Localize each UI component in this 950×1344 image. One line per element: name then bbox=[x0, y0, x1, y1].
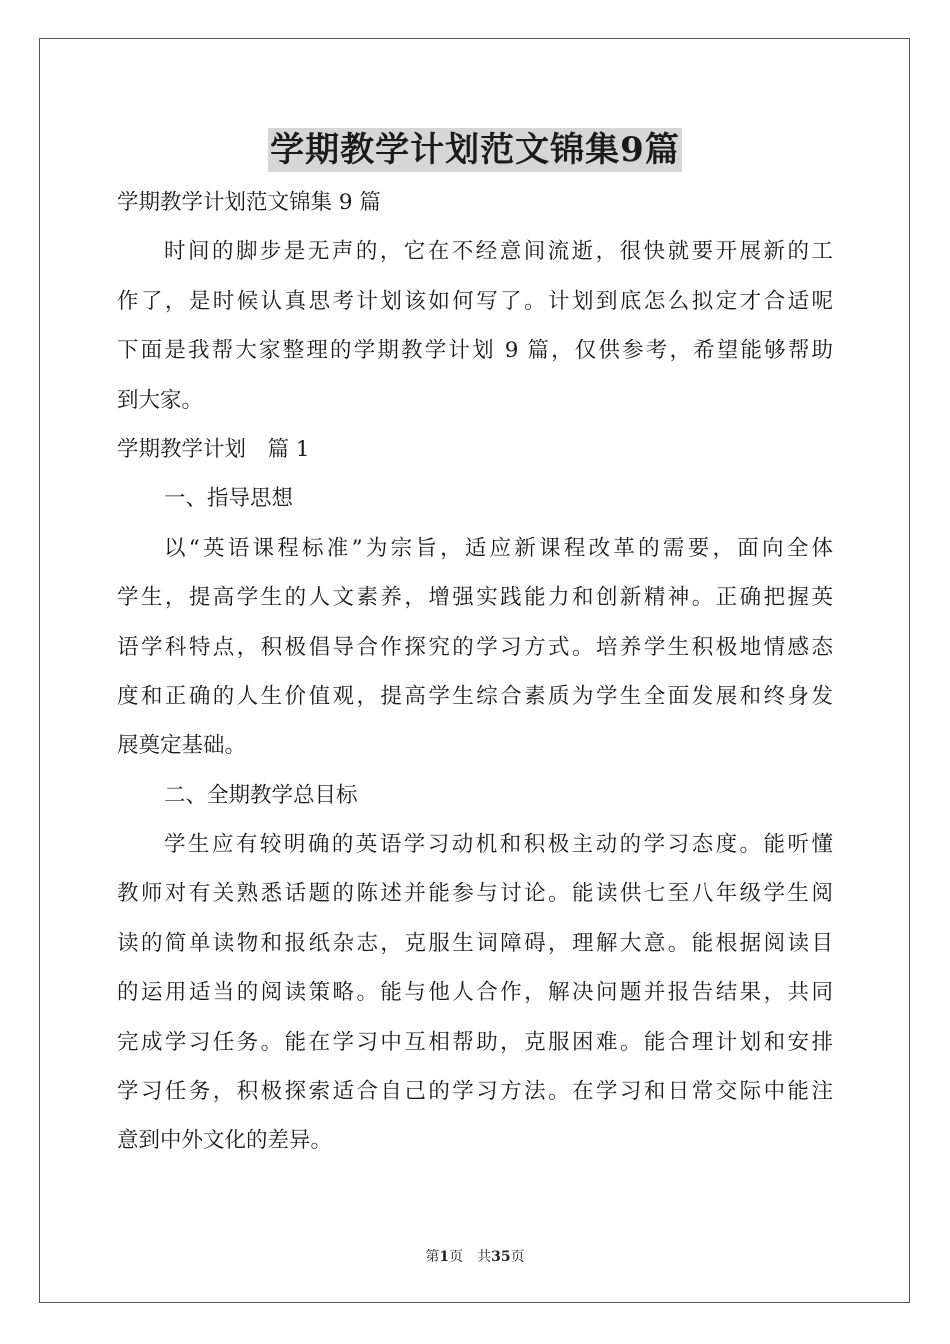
page-suffix: 页 bbox=[449, 1249, 464, 1265]
page-number: 1 bbox=[439, 1249, 450, 1265]
paragraph-line: 的运用适当的阅读策略。能与他人合作，解决问题并报告结果，共同 bbox=[117, 980, 833, 1006]
heading-guiding-ideology: 一、指导思想 bbox=[164, 486, 294, 512]
intro-line: 下面是我帮大家整理的学期教学计划 9 篇，仅供参考，希望能够帮助 bbox=[117, 338, 833, 364]
paragraph-line: 度和正确的人生价值观，提高学生综合素质为学生全面发展和终身发 bbox=[117, 683, 833, 709]
paragraph-line: 学习任务，积极探索适合自己的学习方法。在学习和日常交际中能注 bbox=[117, 1079, 833, 1105]
paragraph-line: 学生应有较明确的英语学习动机和积极主动的学习态度。能听懂 bbox=[164, 832, 833, 858]
paragraph-line: 教师对有关熟悉话题的陈述并能参与讨论。能读供七至八年级学生阅 bbox=[117, 881, 833, 907]
page-footer bbox=[0, 1248, 950, 1266]
title-container bbox=[0, 128, 950, 172]
paragraph-line: 语学科特点，积极倡导合作探究的学习方式。培养学生积极地情感态 bbox=[117, 634, 833, 660]
paragraph-line: 读的简单读物和报纸杂志，克服生词障碍，理解大意。能根据阅读目 bbox=[117, 930, 833, 956]
section-heading: 学期教学计划 篇 1 bbox=[117, 436, 310, 462]
document-title: 学期教学计划范文锦集9篇 bbox=[270, 130, 680, 170]
paragraph-line: 意到中外文化的差异。 bbox=[117, 1128, 333, 1154]
paragraph-line: 学生，提高学生的人文素养，增强实践能力和创新精神。正确把握英 bbox=[117, 585, 833, 611]
paragraph-line: 以“英语课程标准”为宗旨，适应新课程改革的需要，面向全体 bbox=[164, 535, 833, 561]
document-body bbox=[117, 178, 833, 1166]
total-suffix: 页 bbox=[510, 1249, 525, 1265]
intro-line: 到大家。 bbox=[117, 387, 204, 413]
intro-line: 时间的脚步是无声的，它在不经意间流逝，很快就要开展新的工 bbox=[164, 239, 833, 265]
page-prefix: 第 bbox=[425, 1249, 440, 1265]
subtitle-line: 学期教学计划范文锦集 9 篇 bbox=[117, 190, 381, 215]
paragraph-line: 完成学习任务。能在学习中互相帮助，克服困难。能合理计划和安排 bbox=[117, 1029, 833, 1055]
heading-overall-goals: 二、全期教学总目标 bbox=[164, 782, 358, 808]
total-prefix: 共 bbox=[477, 1249, 492, 1265]
intro-line: 作了，是时候认真思考计划该如何写了。计划到底怎么拟定才合适呢 bbox=[117, 288, 833, 314]
paragraph-line: 展奠定基础。 bbox=[117, 733, 247, 759]
total-pages: 35 bbox=[491, 1249, 511, 1265]
